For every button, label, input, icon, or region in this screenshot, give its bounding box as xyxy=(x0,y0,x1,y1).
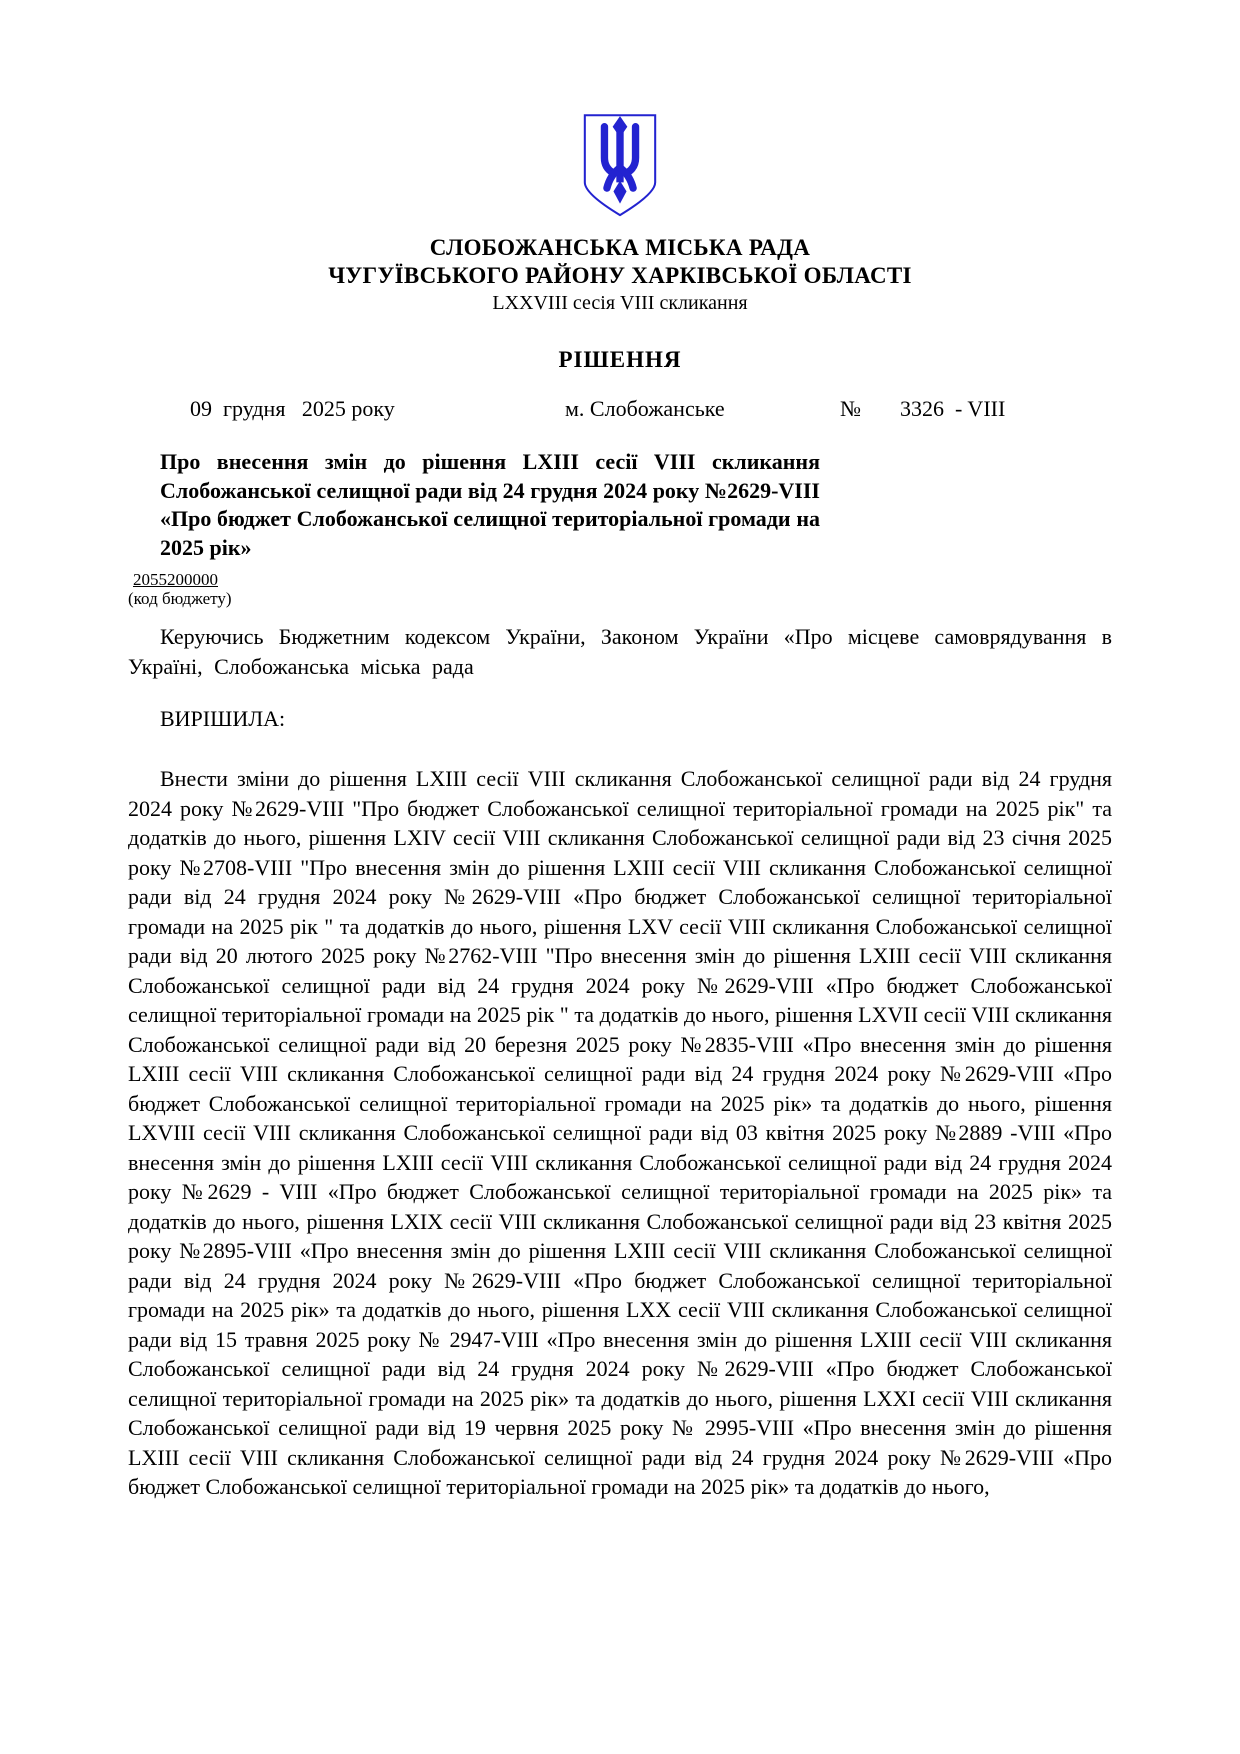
document-number: 3326 - VIII xyxy=(900,396,1006,421)
document-place: м. Слобожанське xyxy=(565,396,725,421)
resolved-label: ВИРІШИЛА: xyxy=(160,706,286,731)
decision-title: Про внесення змін до рішення LXIII сесії VIII скликання Слобожанської селищної ради від 24 грудня 2024 року №2629-VIII «Про бюджет Слобожанської селищної територіальної громади на 2025 рік» xyxy=(160,449,820,560)
document-type-heading: РІШЕННЯ xyxy=(558,347,682,372)
body-paragraph: Внести зміни до рішення LXIII сесії VIII скликання Слобожанської селищної ради від 24 грудня 2024 року №2629-VIII "Про бюджет Слобожанської селищної територіальної громади на 2025 рік" та додатків до нього, рішення LXIV сесії VIII скликання Слобожанської селищної ради від 23 січня 2025 року №2708-VIII "Про внесення змін до рішення LXIII сесії VIII скликання Слобожанської селищної ради від 24 грудня 2024 року №2629-VIII «Про бюджет Слобожанської селищної територіальної громади на 2025 рік " та додатків до нього, рішення LXV сесії VIII скликання Слобожанської селищної ради від 20 лютого 2025 року №2762-VIII "Про внесення змін до рішення LXIII сесії VIII скликання Слобожанської селищної ради від 24 грудня 2024 року №2629-VIII «Про бюджет Слобожанської селищної територіальної громади на 2025 рік " та додатків до нього, рішення LXVII сесії VIII скликання Слобожанської селищної ради від 20 березня 2025 року №2835-VIII «Про внесення змін до рішення LXIII сесії VIII скликання Слобожанської селищної ради від 24 грудня 2024 року №2629-VIII «Про бюджет Слобожанської селищної територіальної громади на 2025 рік» та додатків до нього, рішення LXVIII сесії VIII скликання Слобожанської селищної ради від 03 квітня 2025 року №2889 -VIII «Про внесення змін до рішення LXIII сесії VIII скликання Слобожанської селищної ради від 24 грудня 2024 року №2629 - VIII «Про бюджет Слобожанської селищної територіальної громади на 2025 рік» та додатків до нього, рішення LXIX сесії VIII скликання Слобожанської селищної ради від 23 квітня 2025 року №2895-VIII «Про внесення змін до рішення LXIII сесії VIII скликання Слобожанської селищної ради від 24 грудня 2024 року №2629-VIII «Про бюджет Слобожанської селищної територіальної громади на 2025 рік» та додатків до нього, рішення LXX сесії VIII скликання Слобожанської селищної ради від 15 травня 2025 року № 2947-VIII «Про внесення змін до рішення LXIII сесії VIII скликання Слобожанської селищної ради від 24 грудня 2024 року №2629-VIII «Про бюджет Слобожанської селищної територіальної громади на 2025 рік» та додатків до нього, рішення LXXI сесії VIII скликання Слобожанської селищної ради від 19 червня 2025 року № 2995-VIII «Про внесення змін до рішення LXIII сесії VIII скликання Слобожанської селищної ради від 24 грудня 2024 року №2629-VIII «Про бюджет Слобожанської селищної територіальної громади на 2025 рік» та додатків до нього, xyxy=(128,766,1112,1499)
district-name: ЧУГУЇВСЬКОГО РАЙОНУ ХАРКІВСЬКОЇ ОБЛАСТІ xyxy=(328,263,912,288)
budget-code-label: (код бюджету) xyxy=(128,589,232,608)
council-name: СЛОБОЖАНСЬКА МІСЬКА РАДА xyxy=(429,235,811,260)
number-sign: № xyxy=(840,396,861,421)
preamble-paragraph: Керуючись Бюджетним кодексом України, Законом України «Про місцеве самоврядування в Україні, Слобожанська міська рада xyxy=(128,624,1112,679)
trident-icon xyxy=(575,112,665,220)
document-date: 09 грудня 2025 року xyxy=(190,396,395,421)
budget-code: 2055200000 xyxy=(133,570,218,589)
ukraine-trident-emblem xyxy=(128,112,1112,220)
document-header xyxy=(128,234,1112,316)
session-line: LXXVIII сесія VIII скликання xyxy=(492,292,748,314)
meta-row xyxy=(128,396,1112,426)
budget-code-block xyxy=(128,570,1112,608)
